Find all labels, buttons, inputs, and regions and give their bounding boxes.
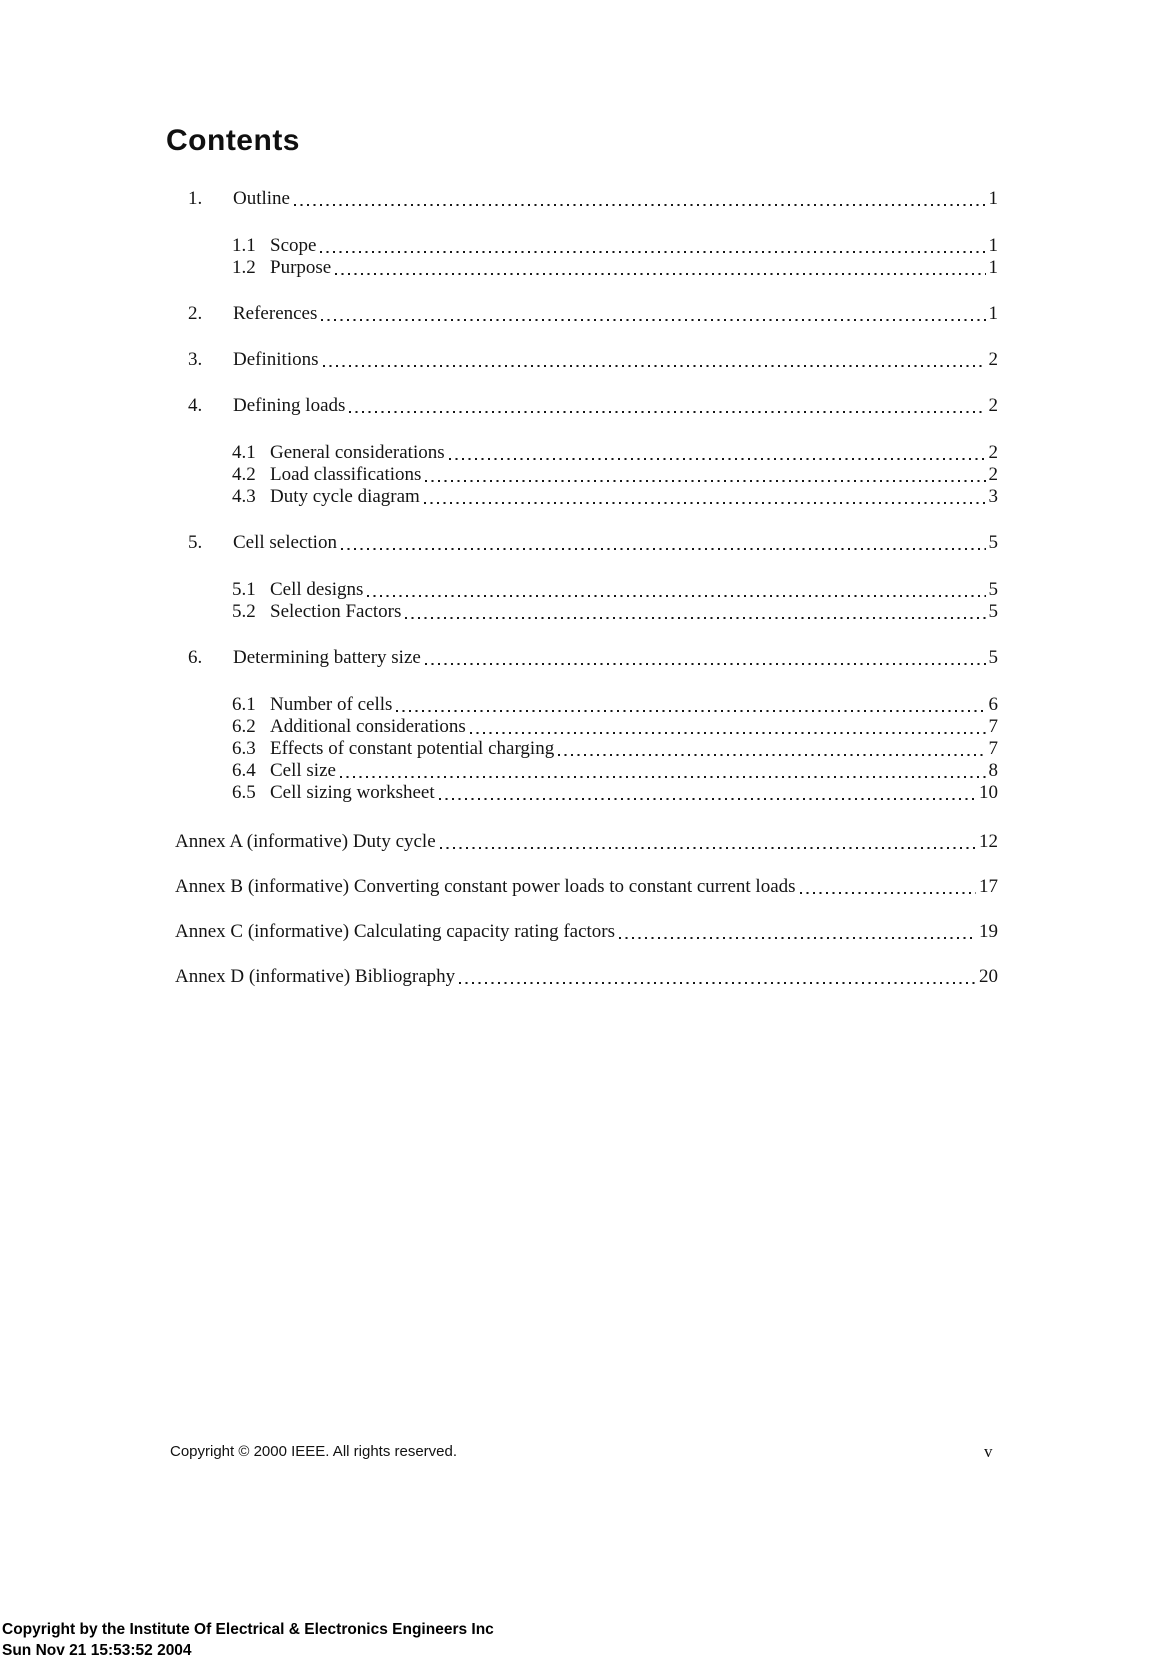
toc-entry-page: 1 xyxy=(988,188,998,209)
dot-leader xyxy=(439,798,976,800)
toc-entry-page: 1 xyxy=(988,235,998,256)
toc-entry-number: 6.4 xyxy=(232,760,256,781)
toc-entry-number: 3. xyxy=(188,349,203,370)
toc-entry-title: Duty cycle diagram xyxy=(270,486,420,507)
dot-leader xyxy=(619,937,976,939)
dot-leader xyxy=(425,663,986,665)
toc-entry-title: Cell size xyxy=(270,760,336,781)
toc-entry xyxy=(160,464,998,486)
toc-entry-page: 6 xyxy=(988,694,998,715)
toc-entry-page: 2 xyxy=(988,464,998,485)
toc-entry-title: General considerations xyxy=(270,442,445,463)
footer-page-number: v xyxy=(984,1442,993,1461)
toc-entry xyxy=(160,966,998,988)
toc-entry-number: 2. xyxy=(188,303,203,324)
dot-leader xyxy=(320,251,985,253)
toc-entry xyxy=(160,257,998,279)
toc-entry xyxy=(160,738,998,760)
toc-entry-number: 4.2 xyxy=(232,464,256,485)
toc-entry-title: Outline xyxy=(233,188,290,209)
toc-entry-page: 2 xyxy=(988,442,998,463)
toc-entry-title: Load classifications xyxy=(270,464,422,485)
toc-entry-title: Defining loads xyxy=(233,395,346,416)
toc-entry xyxy=(160,442,998,464)
toc-entry xyxy=(160,395,998,417)
toc-entry-number: 1.1 xyxy=(232,235,256,256)
toc-entry-page: 8 xyxy=(988,760,998,781)
toc-entry-page: 5 xyxy=(988,647,998,668)
toc-entry xyxy=(160,876,998,898)
dot-leader xyxy=(294,204,986,206)
toc-entry xyxy=(160,716,998,738)
toc-entry-page: 2 xyxy=(988,395,998,416)
dot-leader xyxy=(449,458,986,460)
toc-entry-page: 10 xyxy=(979,782,998,803)
toc-entry xyxy=(160,831,998,853)
toc-entry-page: 5 xyxy=(988,601,998,622)
toc-entry-page: 12 xyxy=(979,831,998,852)
toc-entry xyxy=(160,532,998,554)
toc-entry-title: References xyxy=(233,303,318,324)
toc-entry xyxy=(160,782,998,804)
toc-entry-title: Determining battery size xyxy=(233,647,421,668)
dot-leader xyxy=(459,982,976,984)
toc-entry xyxy=(160,349,998,371)
footer-copyright: Copyright © 2000 IEEE. All rights reserved. xyxy=(170,1443,458,1460)
toc-entry-page: 3 xyxy=(988,486,998,507)
dot-leader xyxy=(440,847,976,849)
dot-leader xyxy=(321,319,985,321)
contents-heading: Contents xyxy=(166,124,300,157)
dot-leader xyxy=(470,732,986,734)
toc-entry-page: 5 xyxy=(988,532,998,553)
toc-entry-number: 6.2 xyxy=(232,716,256,737)
toc-entry-number: 6.3 xyxy=(232,738,256,759)
distribution-stamp xyxy=(2,1619,494,1661)
dot-leader xyxy=(367,595,985,597)
dot-leader xyxy=(558,754,985,756)
toc-entry-page: 1 xyxy=(988,303,998,324)
toc-entry-title: Annex C (informative) Calculating capacity rating factors xyxy=(175,921,616,942)
toc-entry xyxy=(160,694,998,716)
toc-entry xyxy=(160,760,998,782)
dot-leader xyxy=(340,776,986,778)
toc-entry-title: Number of cells xyxy=(270,694,393,715)
toc-entry-title: Effects of constant potential charging xyxy=(270,738,555,759)
toc-entry-title: Cell sizing worksheet xyxy=(270,782,435,803)
toc-entry xyxy=(160,303,998,325)
toc-entry-number: 1. xyxy=(188,188,203,209)
toc-entry-number: 5.1 xyxy=(232,579,256,600)
toc-entry-title: Definitions xyxy=(233,349,319,370)
toc-entry-title: Annex D (informative) Bibliography xyxy=(175,966,456,987)
dot-leader xyxy=(349,411,985,413)
dot-leader xyxy=(323,365,986,367)
dot-leader xyxy=(800,892,976,894)
toc-entry xyxy=(160,921,998,943)
toc-entry-page: 7 xyxy=(988,716,998,737)
dot-leader xyxy=(424,502,986,504)
toc-entry-number: 6. xyxy=(188,647,203,668)
stamp-line-1: Copyright by the Institute Of Electrical & Electronics Engineers Inc xyxy=(2,1621,494,1638)
toc-entry xyxy=(160,601,998,623)
stamp-line-2: Sun Nov 21 15:53:52 2004 xyxy=(2,1642,192,1659)
toc-entry-page: 1 xyxy=(988,257,998,278)
toc-entry xyxy=(160,579,998,601)
toc-entry xyxy=(160,235,998,257)
toc-entry-title: Scope xyxy=(270,235,317,256)
toc-entry-title: Annex B (informative) Converting constant power loads to constant current loads xyxy=(175,876,796,897)
toc-entry-number: 6.1 xyxy=(232,694,256,715)
toc-entry xyxy=(160,647,998,669)
toc-entry-title: Purpose xyxy=(270,257,332,278)
toc-entry-title: Annex A (informative) Duty cycle xyxy=(175,831,436,852)
toc-entry-page: 20 xyxy=(979,966,998,987)
dot-leader xyxy=(396,710,985,712)
toc-entry-number: 4.3 xyxy=(232,486,256,507)
toc-entry-number: 4.1 xyxy=(232,442,256,463)
toc-entry-page: 2 xyxy=(988,349,998,370)
toc-entry-page: 7 xyxy=(988,738,998,759)
toc-entry-number: 6.5 xyxy=(232,782,256,803)
toc-entry-title: Cell selection xyxy=(233,532,337,553)
toc-entry-number: 5.2 xyxy=(232,601,256,622)
dot-leader xyxy=(405,617,985,619)
toc-entry-page: 5 xyxy=(988,579,998,600)
dot-leader xyxy=(341,548,986,550)
table-of-contents xyxy=(160,188,998,988)
dot-leader xyxy=(335,273,985,275)
toc-entry-title: Cell designs xyxy=(270,579,364,600)
toc-entry-page: 17 xyxy=(979,876,998,897)
toc-entry-number: 4. xyxy=(188,395,203,416)
toc-entry-number: 1.2 xyxy=(232,257,256,278)
toc-entry-number: 5. xyxy=(188,532,203,553)
toc-entry-page: 19 xyxy=(979,921,998,942)
toc-entry xyxy=(160,486,998,508)
toc-entry xyxy=(160,188,998,210)
toc-entry-title: Selection Factors xyxy=(270,601,402,622)
toc-entry-title: Additional considerations xyxy=(270,716,466,737)
dot-leader xyxy=(425,480,985,482)
